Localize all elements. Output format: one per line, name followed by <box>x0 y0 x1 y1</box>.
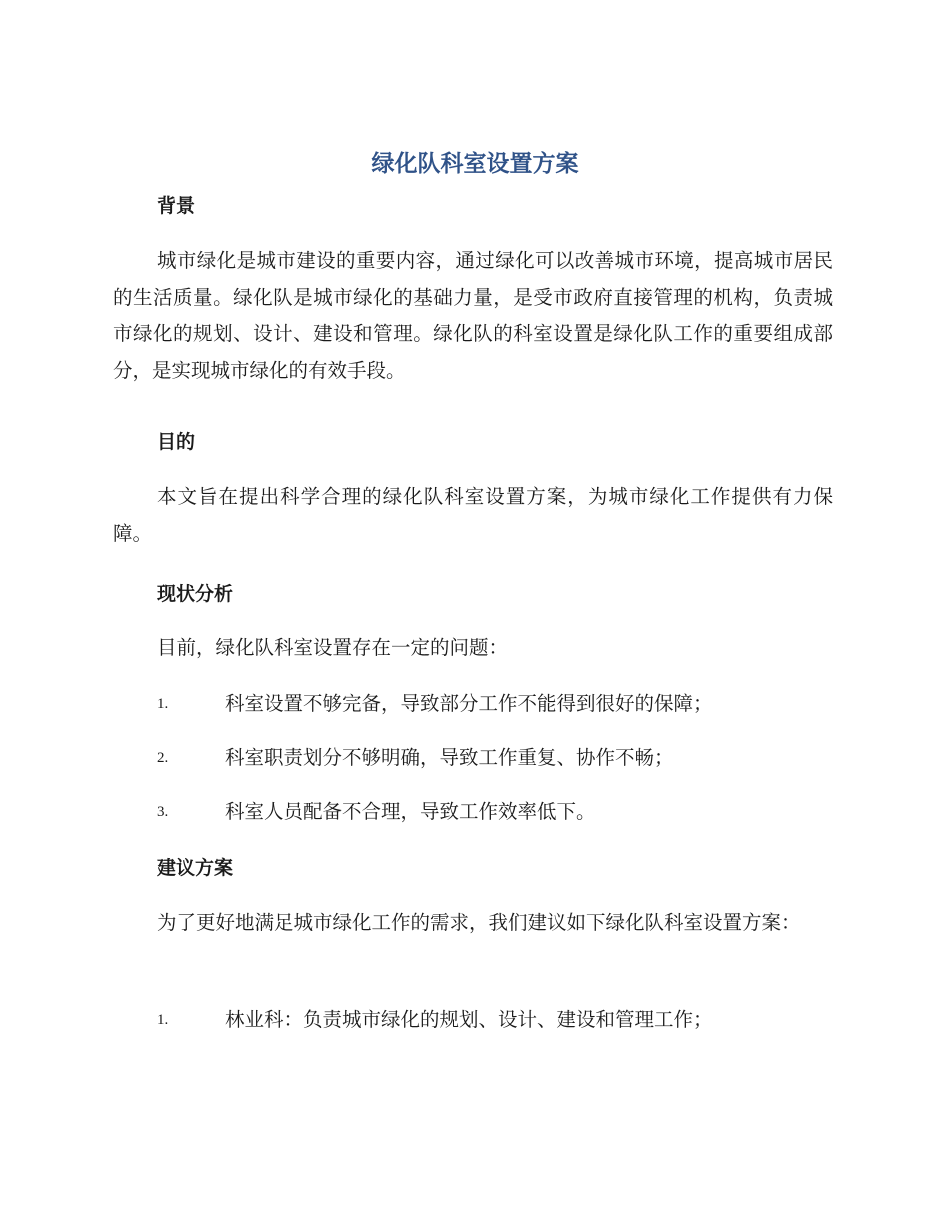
section-paragraph-purpose: 本文旨在提出科学合理的绿化队科室设置方案，为城市绿化工作提供有力保障。 <box>113 485 833 545</box>
list-item-number: 1. <box>157 1012 169 1028</box>
list-item <box>157 1005 837 1035</box>
list-item-text: 科室职责划分不够明确，导致工作重复、协作不畅； <box>225 746 674 769</box>
section-heading-status-analysis: 现状分析 <box>157 583 234 605</box>
section-paragraph-background: 城市绿化是城市建设的重要内容，通过绿化可以改善城市环境，提高城市居民的生活质量。绿化队是城市绿化的基础力量，是受市政府直接管理的机构，负责城市绿化的规划、设计、建设和管理。绿化队的科室设置是绿化队工作的重要组成部分，是实现城市绿化的有效手段。 <box>113 249 833 382</box>
section-heading-background: 背景 <box>157 195 196 217</box>
list-item-number: 2. <box>157 750 169 766</box>
section-heading-proposal: 建议方案 <box>157 857 234 879</box>
list-item-text: 林业科：负责城市绿化的规划、设计、建设和管理工作； <box>225 1008 713 1031</box>
list-item <box>157 743 837 773</box>
list-item <box>157 689 837 719</box>
list-item-text: 科室设置不够完备，导致部分工作不能得到很好的保障； <box>225 692 713 715</box>
list-item-text: 科室人员配备不合理，导致工作效率低下。 <box>225 800 596 823</box>
list-item-number: 1. <box>157 696 169 712</box>
section-paragraph-proposal: 为了更好地满足城市绿化工作的需求，我们建议如下绿化队科室设置方案： <box>157 911 801 934</box>
page-title: 绿化队科室设置方案 <box>371 151 579 177</box>
section-heading-purpose: 目的 <box>157 431 196 453</box>
list-item-number: 3. <box>157 804 169 820</box>
list-item <box>157 797 837 827</box>
section-paragraph-status-analysis: 目前，绿化队科室设置存在一定的问题： <box>157 636 509 659</box>
